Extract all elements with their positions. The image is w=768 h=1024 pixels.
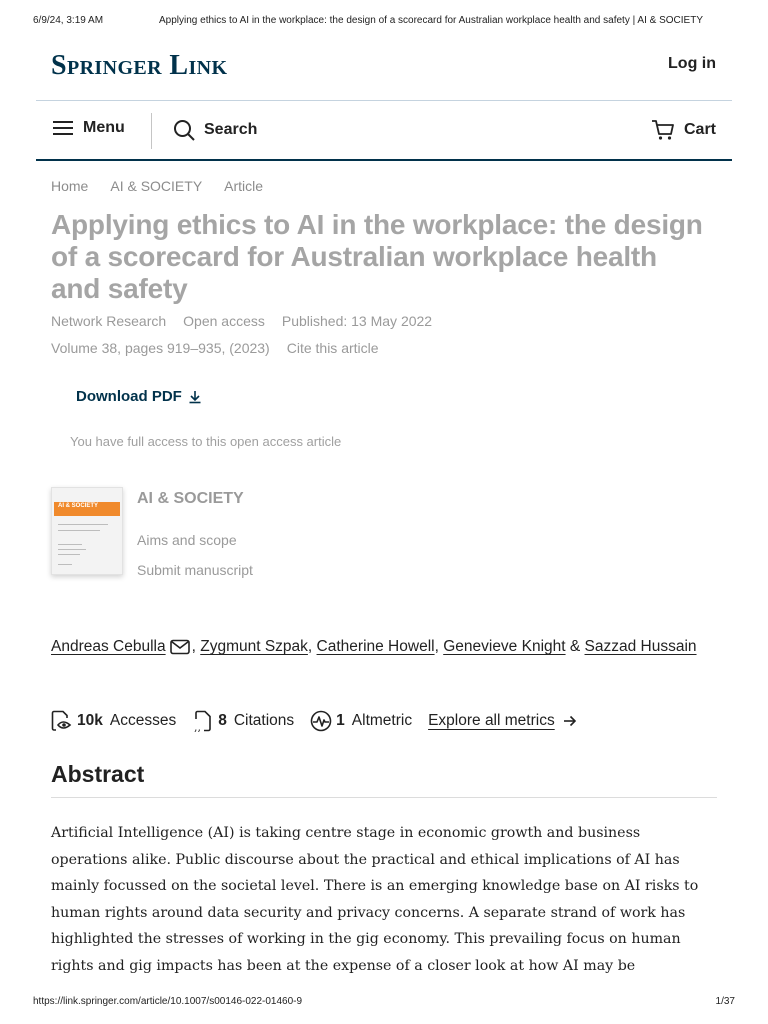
print-header [33,15,722,26]
breadcrumb-article[interactable]: Article [224,178,264,194]
search-label: Search [204,121,258,138]
article-title: Applying ethics to AI in the workplace: the design of a scorecard for Australian workplace health and safety [51,209,703,304]
print-page-number: 1/37 [715,996,735,1007]
explore-metrics-label: Explore all metrics [428,712,555,729]
explore-metrics-link[interactable] [428,712,577,730]
breadcrumb [51,178,285,194]
nav-bar [36,101,732,161]
breadcrumb-home[interactable]: Home [51,178,89,194]
abstract-heading: Abstract [51,761,145,787]
breadcrumb-journal[interactable]: AI & SOCIETY [110,178,203,194]
accesses-label: Accesses [109,712,177,729]
published-date: Published: 13 May 2022 [281,313,433,329]
article-metrics [51,710,577,732]
print-url: https://link.springer.com/article/10.1007/s00146-022-01460-9 [33,996,303,1007]
svg-text:,,: ,, [194,721,202,732]
altmetric-label: Altmetric [351,712,413,729]
article-citation-meta [51,340,396,356]
author-link[interactable]: Catherine Howell [316,638,435,655]
article-meta [51,313,449,329]
accesses-metric [51,710,176,732]
volume-info: Volume 38, pages 919–935, (2023) [51,340,270,356]
email-icon[interactable] [170,639,190,655]
altmetric-icon [310,710,332,732]
article-type: Network Research [51,313,167,329]
cover-line [58,524,108,525]
author-link[interactable]: Genevieve Knight [443,638,566,655]
access-note: You have full access to this open access article [70,434,342,449]
site-header [36,40,732,101]
nav-divider [151,113,152,149]
journal-cover-image[interactable] [51,487,123,575]
cart-label: Cart [683,121,716,138]
citations-label: Citations [233,712,295,729]
download-pdf-label: Download PDF [76,388,182,405]
cite-article-link[interactable]: Cite this article [286,340,379,356]
menu-label: Menu [83,119,125,136]
cart-button[interactable] [651,119,716,141]
aims-and-scope-link[interactable]: Aims and scope [137,532,237,548]
print-footer [33,996,735,1007]
print-page-title: Applying ethics to AI in the workplace: the design of a scorecard for Australian workplace health and safety | AI & SOCIETY [159,15,703,26]
download-pdf-button[interactable] [76,388,202,405]
author-link[interactable]: Sazzad Hussain [584,638,697,655]
cover-title: AI & SOCIETY [58,503,99,509]
cart-icon [651,119,675,141]
search-icon [173,119,195,141]
author-list: Andreas Cebulla , Zygmunt Szpak, Catherine Howell, Genevieve Knight & Sazzad Hussain [51,638,697,655]
open-access-badge: Open access [183,313,265,329]
cover-line [58,554,80,555]
search-button[interactable] [173,119,257,141]
arrow-right-icon [563,715,577,727]
hamburger-icon [52,119,74,137]
abstract-text: Artificial Intelligence (AI) is taking centre stage in economic growth and business operations alike. Public discourse about the practical and ethical implications of AI has mainly focussed on the societal level. There is an emerging knowledge base on AI risks to human rights around data security and privacy concerns. A separate strand of work has highlighted the stresses of working in the gig economy. This prevailing focus on human rights and gig impacts has been at the expense of a closer look at how AI may be [51,825,699,974]
author-link[interactable]: Zygmunt Szpak [200,638,308,655]
springer-link-logo[interactable]: Springer Link [51,50,228,81]
cover-line [58,564,72,565]
eye-doc-icon [51,710,73,732]
accesses-count: 10k [77,712,103,729]
submit-manuscript-link[interactable]: Submit manuscript [137,562,253,578]
cover-line [58,544,82,545]
quote-doc-icon [192,710,214,732]
cover-line [58,549,86,550]
citations-count: 8 [218,712,227,729]
download-icon [188,390,202,404]
citations-metric [192,710,294,732]
cover-line [58,530,100,531]
menu-button[interactable] [52,119,125,137]
section-divider [51,797,717,798]
author-link[interactable]: Andreas Cebulla [51,638,166,655]
journal-name[interactable]: AI & SOCIETY [137,490,244,507]
altmetric-metric [310,710,412,732]
altmetric-score: 1 [336,712,345,729]
print-datetime: 6/9/24, 3:19 AM [33,15,104,26]
login-link[interactable]: Log in [668,55,716,72]
